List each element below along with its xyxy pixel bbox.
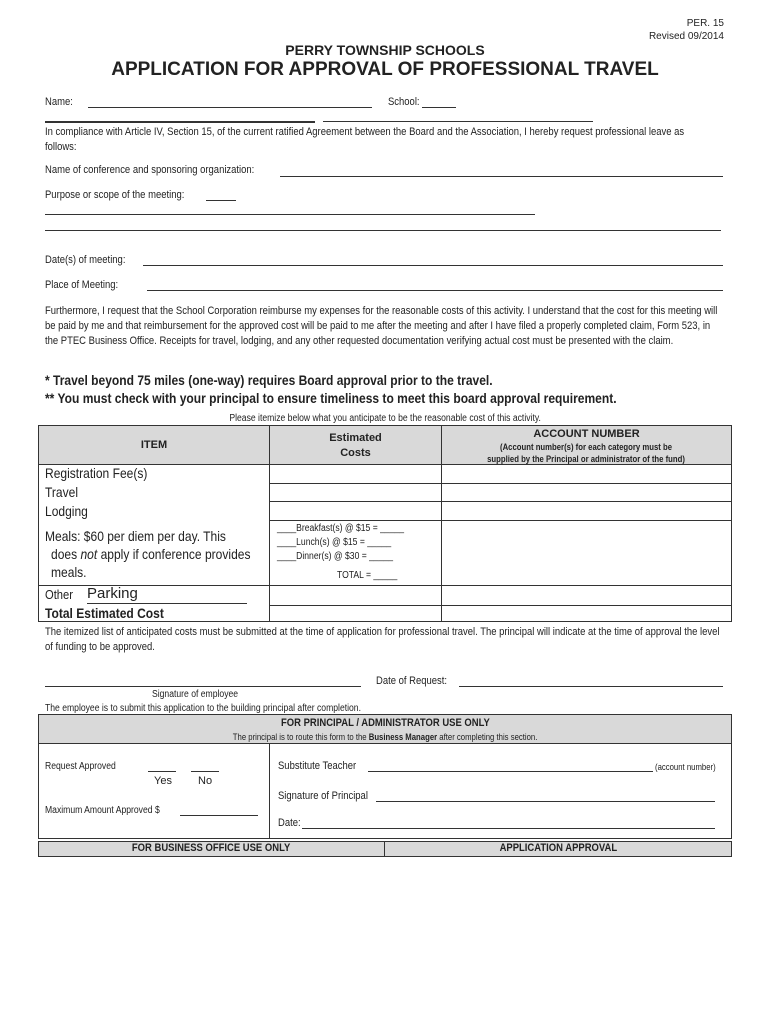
other-underline [87, 603, 247, 604]
name-field[interactable] [88, 107, 372, 108]
meals-not-emphasis: not [80, 546, 98, 562]
sub-teacher-label: Substitute Teacher [278, 760, 357, 772]
meals-breakfast[interactable]: ____Breakfast(s) @ $15 = _____ [277, 523, 405, 534]
request-approved-label: Request Approved [45, 761, 116, 772]
business-office-label: FOR BUSINESS OFFICE USE ONLY [131, 842, 291, 854]
conference-field[interactable] [280, 176, 723, 177]
notice-mileage: * Travel beyond 75 miles (one-way) requires Board approval prior to the travel. [45, 372, 493, 388]
row-divider [269, 483, 732, 484]
purpose-line-3[interactable] [45, 230, 721, 231]
row-meals: Meals: $60 per diem per day. This does not apply if conference provides meals. [45, 528, 251, 580]
conference-label: Name of conference and sponsoring organization: [45, 164, 255, 176]
col-costs-1: Estimated [329, 432, 382, 444]
approved-no-field[interactable] [191, 771, 219, 772]
principal-date-field[interactable] [302, 828, 715, 829]
column-divider [441, 465, 442, 622]
col-item: ITEM [140, 439, 168, 451]
purpose-line-2[interactable] [45, 214, 535, 215]
max-amount-field[interactable] [180, 815, 258, 816]
row-divider [38, 585, 732, 586]
itemized-text: The itemized list of anticipated costs must be submitted at the time of application for professional travel. The principal will indicate at the time of approval the level of funding to be approved. [45, 626, 720, 653]
sub-teacher-field[interactable] [368, 771, 653, 772]
place-field[interactable] [147, 290, 723, 291]
row-travel: Travel [45, 484, 79, 500]
col-account: ACCOUNT NUMBER [533, 428, 640, 440]
col-costs-2: Costs [340, 447, 371, 459]
date-request-label: Date of Request: [376, 675, 448, 687]
meals-total[interactable]: TOTAL = _____ [337, 570, 398, 581]
purpose-field[interactable] [206, 200, 236, 201]
row-divider [269, 501, 732, 502]
table-caption: Please itemize below what you anticipate to be the reasonable cost of this activity. [229, 413, 541, 424]
school-field[interactable] [422, 107, 456, 108]
signature-label: Signature of employee [152, 689, 239, 700]
notice-timeliness: ** You must check with your principal to ensure timeliness to meet this board approval requirement. [45, 390, 617, 406]
principal-divider [269, 744, 270, 839]
col-account-note-1: (Account number(s) for each category must be [500, 442, 673, 452]
yes-label: Yes [154, 775, 172, 787]
school-label: School: [388, 96, 420, 108]
max-amount-label: Maximum Amount Approved $ [45, 805, 160, 816]
name-underline [45, 121, 315, 123]
submit-text: The employee is to submit this application to the building principal after completion. [45, 703, 361, 714]
dates-label: Date(s) of meeting: [45, 254, 126, 266]
row-divider [269, 520, 732, 521]
compliance-text: In compliance with Article IV, Section 15, of the current ratified Agreement between the Board and the Association, I hereby request professional leave as follows: [45, 126, 685, 153]
reimburse-text: Furthermore, I request that the School Corporation reimburse my expenses for the reasonable costs of this activity. I understand that the cost for this meeting will be paid by me and that reimbursement for the approved cost will be paid to me after the meeting and after I have filed a properly completed claim, Form 523, in the PTEC Business Office. Receipts for travel, lodging, and any other requested documentation verifying actual cost must be presented with the claim. [45, 305, 718, 347]
account-number-label: (account number) [655, 762, 716, 772]
employee-signature-field[interactable] [45, 686, 361, 687]
row-total-label: Total Estimated Cost [45, 605, 164, 621]
header-costs [269, 425, 442, 465]
revised-date: Revised 09/2014 [648, 31, 724, 42]
meals-dinner[interactable]: ____Dinner(s) @ $30 = _____ [277, 551, 394, 562]
page-title: APPLICATION FOR APPROVAL OF PROFESSIONAL TRAVEL [111, 59, 659, 80]
row-other-label: Other [45, 587, 73, 602]
name-label: Name: [45, 96, 73, 108]
meals-lunch[interactable]: ____Lunch(s) @ $15 = _____ [277, 537, 392, 548]
principal-date-label: Date: [278, 817, 301, 829]
sig-principal-field[interactable] [376, 801, 715, 802]
row-other-value[interactable]: Parking [87, 585, 138, 602]
purpose-label: Purpose or scope of the meeting: [45, 189, 185, 201]
place-label: Place of Meeting: [45, 279, 119, 291]
application-approval-label: APPLICATION APPROVAL [499, 842, 617, 854]
form-code: PER. 15 [686, 18, 724, 29]
row-divider [269, 605, 732, 606]
row-registration: Registration Fee(s) [45, 465, 148, 481]
principal-heading: FOR PRINCIPAL / ADMINISTRATOR USE ONLY [280, 717, 490, 729]
organization-name: PERRY TOWNSHIP SCHOOLS [285, 42, 485, 58]
date-request-field[interactable] [459, 686, 723, 687]
col-account-note-2: supplied by the Principal or administrator of the fund) [487, 454, 686, 464]
principal-route-text: The principal is to route this form to the Business Manager after completing this section. [232, 732, 538, 742]
school-underline [323, 121, 593, 122]
approved-yes-field[interactable] [148, 771, 176, 772]
no-label: No [198, 775, 213, 787]
dates-field[interactable] [143, 265, 723, 266]
row-lodging: Lodging [45, 503, 88, 519]
sig-principal-label: Signature of Principal [278, 790, 368, 802]
